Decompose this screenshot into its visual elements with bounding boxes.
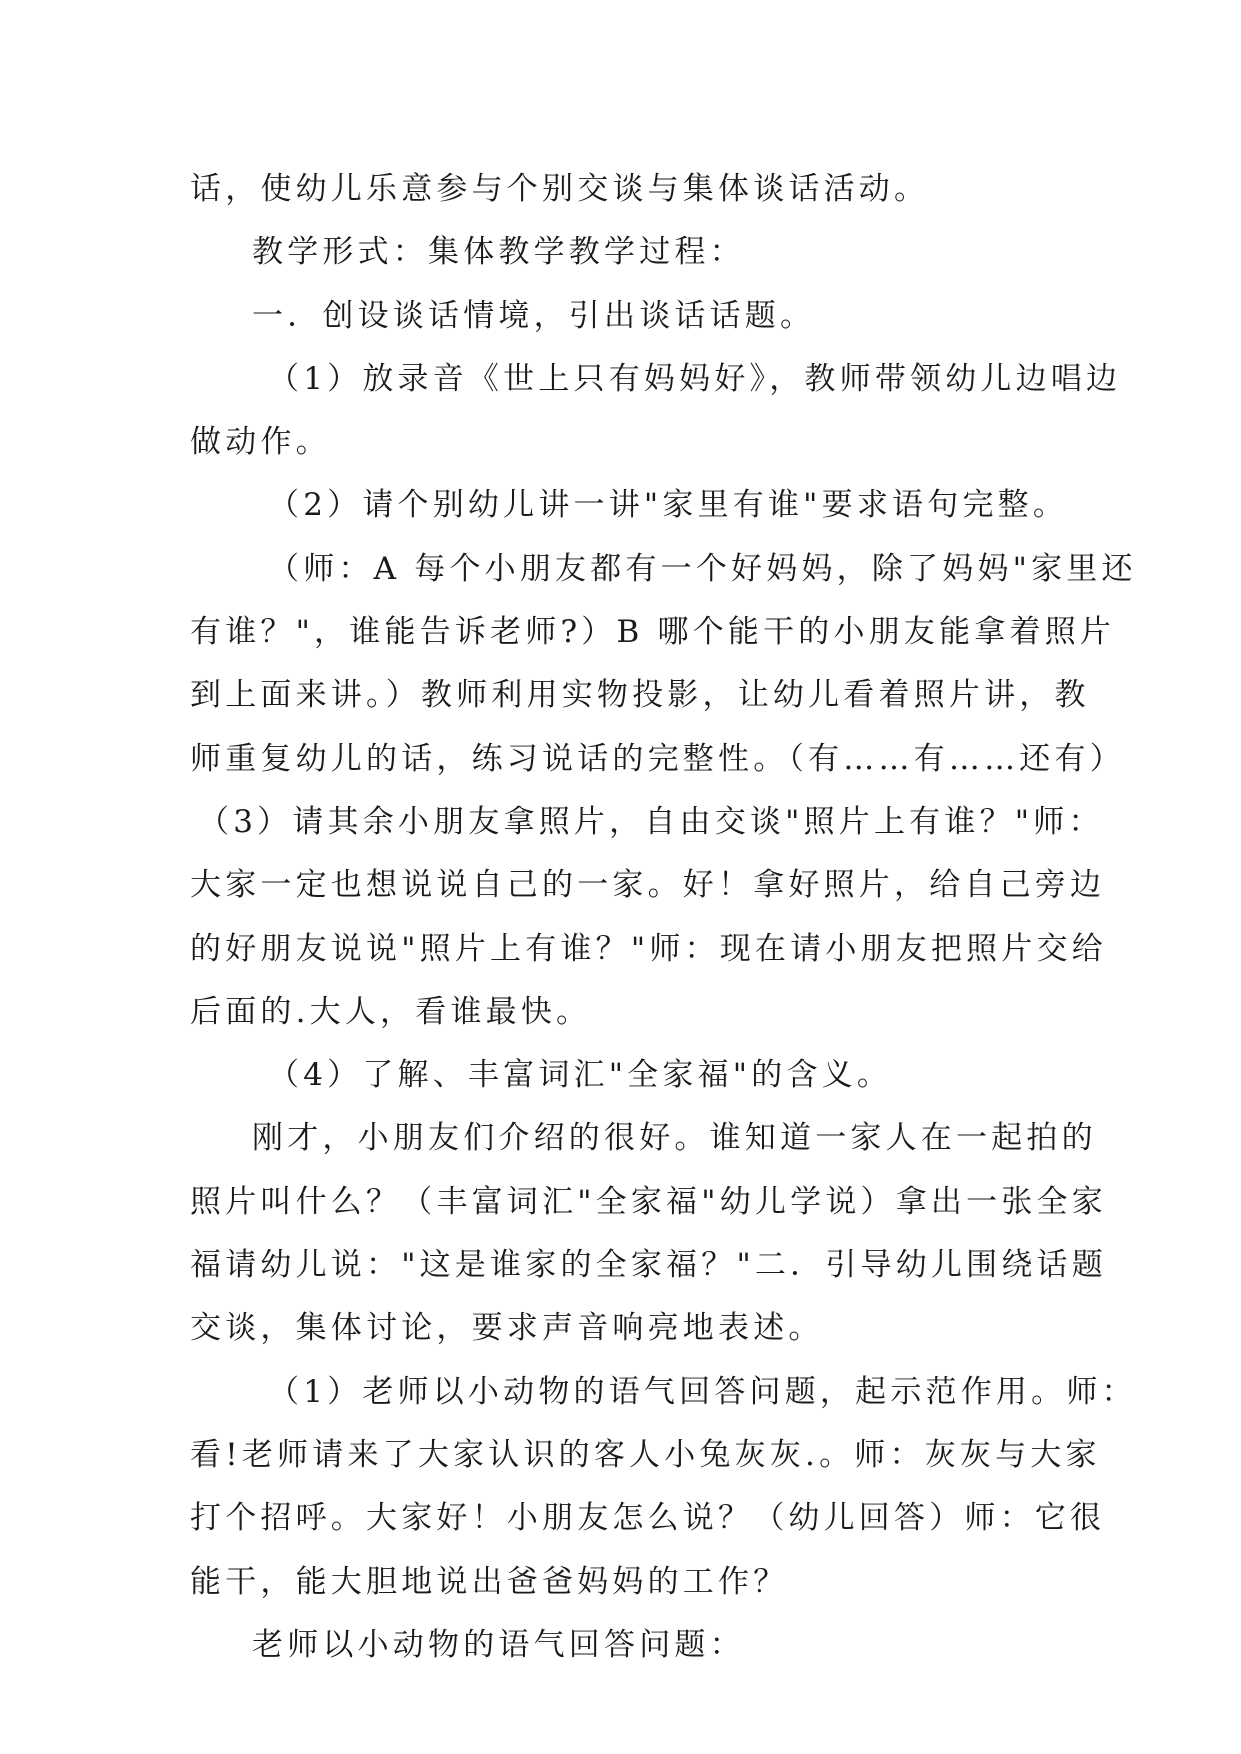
text-line: （2）请个别幼儿讲一讲"家里有谁"要求语句完整。 (268, 487, 1069, 524)
text-line: 话，使幼儿乐意参与个别交谈与集体谈话活动。 (190, 171, 930, 207)
document-body (190, 158, 1137, 1677)
text-line: 一．创设谈话情境，引出谈话话题。 (252, 297, 816, 334)
text-line: （师：A 每个小朋友都有一个好妈妈，除了妈妈"家里还 (268, 550, 1137, 587)
text-line: （1）老师以小动物的语气回答问题，起示范作用。师： (268, 1373, 1137, 1410)
text-line: 打个招呼。大家好！小朋友怎么说？（幼儿回答）师：它很 (190, 1500, 1106, 1537)
text-line: （4）了解、丰富词汇"全家福"的含义。 (268, 1057, 893, 1094)
text-line: （3）请其余小朋友拿照片，自由交谈"照片上有谁？"师： (198, 803, 1104, 840)
text-line: 后面的.大人，看谁最快。 (190, 993, 592, 1030)
text-line: 教学形式：集体教学教学过程： (252, 234, 745, 271)
text-line: 大家一定也想说说自己的一家。好！拿好照片，给自己旁边 (190, 867, 1106, 904)
text-line: 到上面来讲。）教师利用实物投影，让幼儿看着照片讲，教 (190, 677, 1090, 714)
text-line: 老师以小动物的语气回答问题： (252, 1626, 745, 1663)
text-line: 做动作。 (190, 424, 331, 461)
text-line: 有谁？"，谁能告诉老师?）B 哪个能干的小朋友能拿着照片 (190, 614, 1116, 651)
text-line: 的好朋友说说"照片上有谁？"师：现在请小朋友把照片交给 (190, 930, 1107, 967)
text-line: 能干，能大胆地说出爸爸妈妈的工作？ (190, 1563, 789, 1600)
text-line: 师重复幼儿的话，练习说话的完整性。（有……有……还有） (190, 740, 1125, 777)
text-line: 刚才，小朋友们介绍的很好。谁知道一家人在一起拍的 (252, 1120, 1097, 1157)
text-line: 看!老师请来了大家认识的客人小兔灰灰.。师：灰灰与大家 (190, 1436, 1101, 1473)
text-line: 照片叫什么？（丰富词汇"全家福"幼儿学说）拿出一张全家 (190, 1183, 1107, 1220)
text-line: （1）放录音《世上只有妈妈好》，教师带领幼儿边唱边 (268, 360, 1122, 397)
text-line: 交谈，集体讨论，要求声音响亮地表述。 (190, 1310, 824, 1347)
text-line: 福请幼儿说："这是谁家的全家福？"二．引导幼儿围绕话题 (190, 1247, 1107, 1284)
